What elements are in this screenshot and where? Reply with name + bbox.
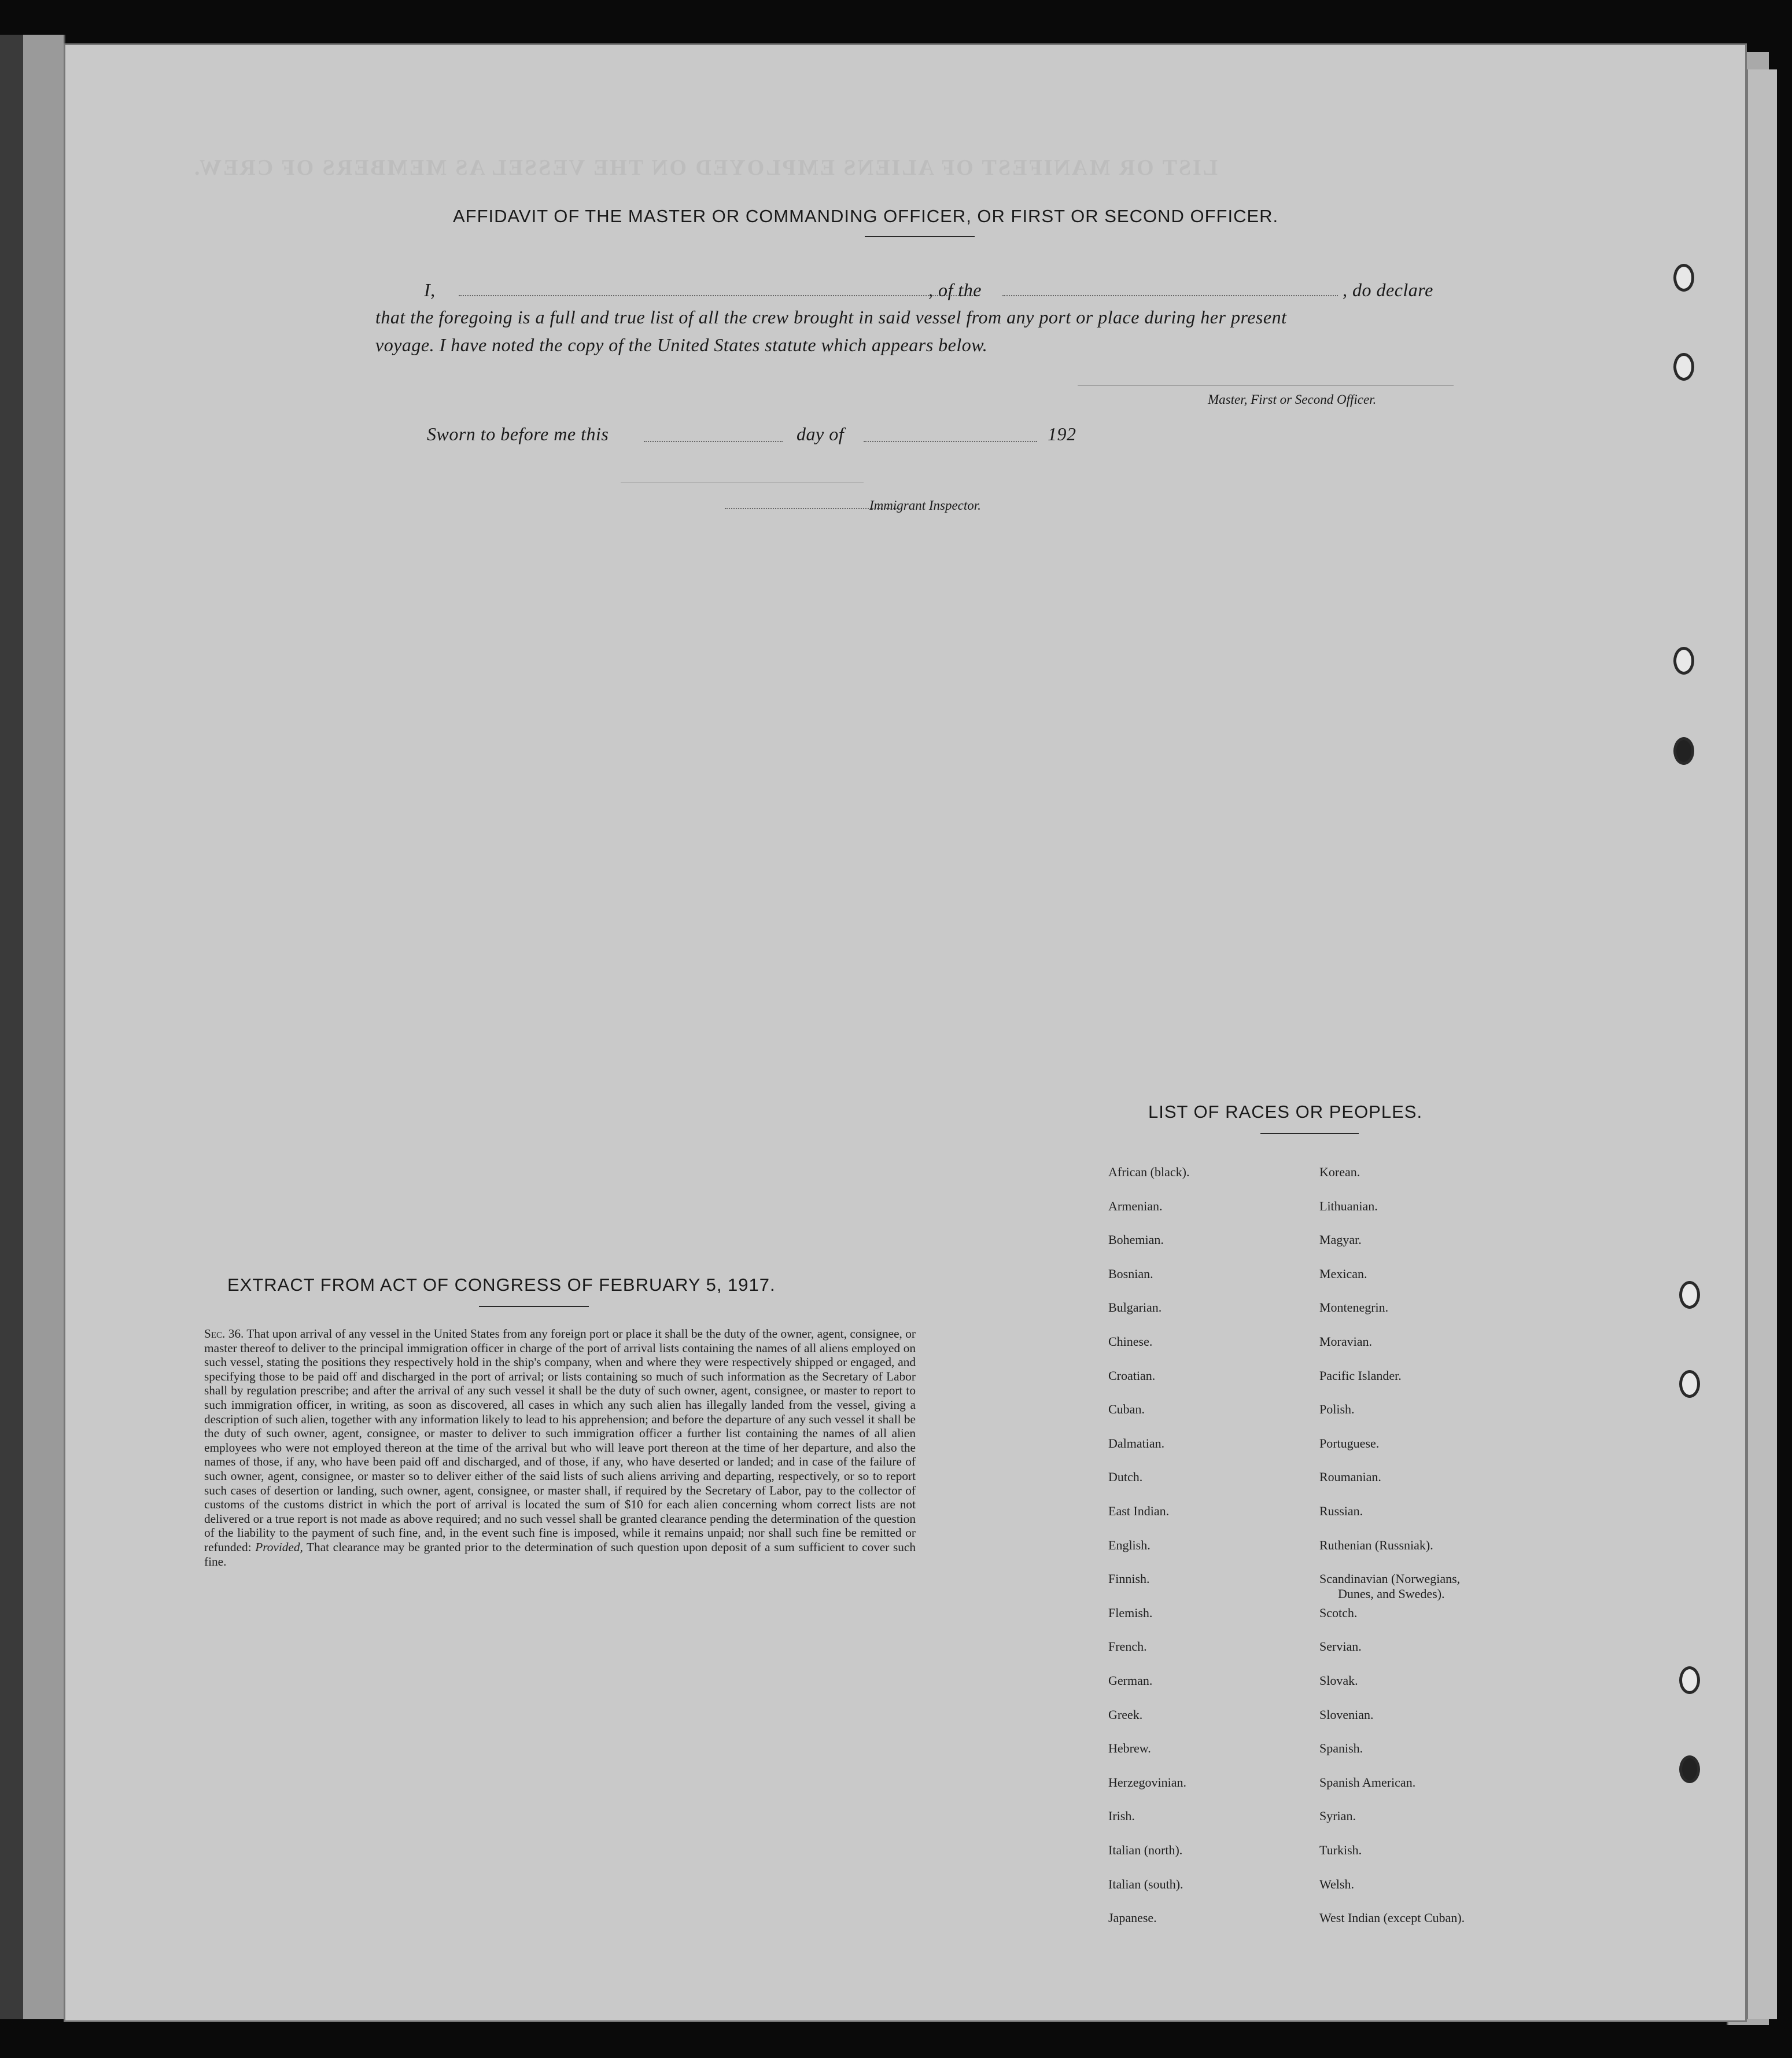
affidavit-line-3: voyage. I have noted the copy of the United States statute which appears below. [375, 334, 988, 355]
statute-text: That upon arrival of any vessel in the United States from any foreign port or place it shall be the duty of the owner, agent, consignee, or master thereof to deliver to the principal immigration officer in charge of the port of arrival lists containing the names of all aliens employed on such vessel, stating the positions they respectively hold in the ship's company, when and where they were respectively shipped or engaged, and specifying those to be paid off and discharged in the port of arrival; or lists containing so much of such information as the Secretary of Labor shall by regulation prescribe; and after the arrival of any such vessel it shall be the duty of such owner, agent, consignee, or master to report to such immigration officer, in writing, as soon as discovered, all cases in which any such alien has illegally landed from the vessel, giving a description of such alien, together with any information likely to lead to his apprehension; and before the departure of any such vessel it shall be the duty of such owner, agent, consignee, or master to deliver to such immigration officer a further list containing the names of all alien employees who were not employed thereon at the time of the arrival but who will leave port thereon at the time of her departure, and also the names of those, if any, who have been paid off and discharged, and of those, if any, who have deserted or landed; and in case of the failure of such owner, agent, consignee, or master so to deliver either of the said lists of such aliens arriving and departing, respectively, or so to report such cases of desertion or landing, such owner, agent, consignee, or master shall, if required by the Secretary of Labor, pay to the collector of customs of the customs district in which the port of arrival is located the sum of $10 for each alien concerning whom correct lists are not delivered or a true report is not made as above required; and no such vessel shall be granted clearance pending the determination of the question of the liability to the payment of such fine, and, in the event such fine is imposed, while it remains unpaid; nor shall such fine be remitted or refunded: [204, 1327, 916, 1554]
race-item: Italian (north). [1108, 1843, 1183, 1857]
punch-hole [1679, 1281, 1700, 1309]
manifest-page [64, 43, 1747, 2022]
race-item: Russian. [1319, 1504, 1363, 1518]
sworn-month-field[interactable] [864, 441, 1037, 442]
punch-hole [1679, 1666, 1700, 1694]
race-item: East Indian. [1108, 1504, 1170, 1518]
race-item: Spanish. [1319, 1741, 1363, 1756]
race-item: Montenegrin. [1319, 1300, 1389, 1315]
punch-hole [1673, 264, 1694, 292]
race-item: Chinese. [1108, 1334, 1153, 1349]
race-item: Scandinavian (Norwegians, [1319, 1571, 1461, 1586]
race-item: Welsh. [1319, 1876, 1354, 1891]
extract-title: EXTRACT FROM ACT OF CONGRESS OF FEBRUARY 5, 1917. [227, 1275, 776, 1295]
race-item: Bohemian. [1108, 1232, 1164, 1247]
race-item: West Indian (except Cuban). [1319, 1910, 1465, 1926]
race-item: Hebrew. [1108, 1741, 1151, 1756]
race-item: Ruthenian (Russniak). [1319, 1537, 1433, 1552]
race-item: English. [1108, 1537, 1151, 1552]
signer-signature-field[interactable] [1078, 385, 1454, 386]
race-item: Croatian. [1108, 1368, 1156, 1383]
bleed-through-header: LIST OR MANIFEST OF ALIENS EMPLOYED ON THE VESSEL AS MEMBERS OF CREW. [193, 156, 1218, 180]
race-item: Dalmatian. [1108, 1435, 1165, 1450]
proviso-word: Provided, [255, 1540, 303, 1554]
underlying-sheet-left-edge [23, 35, 65, 2019]
punch-hole [1673, 737, 1694, 765]
races-title-rule [1260, 1133, 1359, 1134]
inspector-caption: Immigrant Inspector. [869, 498, 981, 513]
race-item: Bosnian. [1108, 1266, 1153, 1281]
race-item: Spanish American. [1319, 1774, 1416, 1790]
statute-paragraph [204, 1327, 916, 1569]
race-item: Servian. [1319, 1639, 1362, 1654]
affidavit-word-i: I, [424, 279, 436, 300]
race-item: Cuban. [1108, 1402, 1145, 1417]
race-item: Italian (south). [1108, 1876, 1183, 1891]
race-item: Korean. [1319, 1165, 1360, 1179]
race-item: Slovenian. [1319, 1707, 1374, 1722]
race-item: Scotch. [1319, 1605, 1358, 1620]
punch-hole [1679, 1755, 1700, 1783]
race-item: Magyar. [1319, 1232, 1362, 1247]
day-of-text: day of [797, 424, 845, 444]
affidavit-title-rule [865, 236, 975, 237]
underlying-sheet-right-edge [1747, 69, 1777, 2019]
affidavit-of-the: , of the [928, 279, 982, 300]
punch-hole [1679, 1370, 1700, 1398]
race-item: African (black). [1108, 1165, 1190, 1179]
race-item: Bulgarian. [1108, 1300, 1162, 1315]
extract-title-rule [479, 1306, 589, 1307]
races-title: LIST OF RACES OR PEOPLES. [1148, 1102, 1423, 1122]
race-item: Dutch. [1108, 1470, 1143, 1485]
race-item: Portuguese. [1319, 1435, 1380, 1450]
race-item: Herzegovinian. [1108, 1774, 1186, 1790]
race-item: Irish. [1108, 1809, 1135, 1824]
master-name-field[interactable] [459, 295, 979, 296]
year-prefix: 192 [1048, 424, 1076, 444]
punch-hole [1673, 353, 1694, 381]
signer-caption: Master, First or Second Officer. [1208, 392, 1377, 407]
race-item: Japanese. [1108, 1910, 1157, 1926]
sworn-day-field[interactable] [644, 441, 783, 442]
race-item: Flemish. [1108, 1605, 1153, 1620]
section-label: Sec. 36. [204, 1327, 244, 1341]
race-item: Mexican. [1319, 1266, 1367, 1281]
punch-hole [1673, 647, 1694, 675]
race-item: French. [1108, 1639, 1147, 1654]
race-item: Moravian. [1319, 1334, 1373, 1349]
race-item: Finnish. [1108, 1571, 1150, 1586]
affidavit-line-2: that the foregoing is a full and true list of all the crew brought in said vessel from any port or place during her present [375, 307, 1287, 327]
race-item: Greek. [1108, 1707, 1143, 1722]
race-item: Pacific Islander. [1319, 1368, 1402, 1383]
race-item: Armenian. [1108, 1198, 1163, 1213]
affidavit-do-declare: , do declare [1343, 279, 1433, 300]
statute-proviso-text: That clearance may be granted prior to the determination of such question upon deposit of a sum sufficient to cover such fine. [204, 1540, 916, 1569]
race-item: Lithuanian. [1319, 1198, 1378, 1213]
sworn-text: Sworn to before me this [427, 424, 609, 444]
race-item: Roumanian. [1319, 1470, 1381, 1485]
affidavit-title: AFFIDAVIT OF THE MASTER OR COMMANDING OFFICER, OR FIRST OR SECOND OFFICER. [453, 206, 1279, 226]
race-item: Polish. [1319, 1402, 1355, 1417]
race-item: Dunes, and Swedes). [1338, 1586, 1445, 1602]
race-item: Syrian. [1319, 1809, 1356, 1824]
vessel-name-field[interactable] [1002, 295, 1338, 296]
race-item: Slovak. [1319, 1673, 1358, 1688]
race-item: German. [1108, 1673, 1153, 1688]
race-item: Turkish. [1319, 1843, 1362, 1857]
